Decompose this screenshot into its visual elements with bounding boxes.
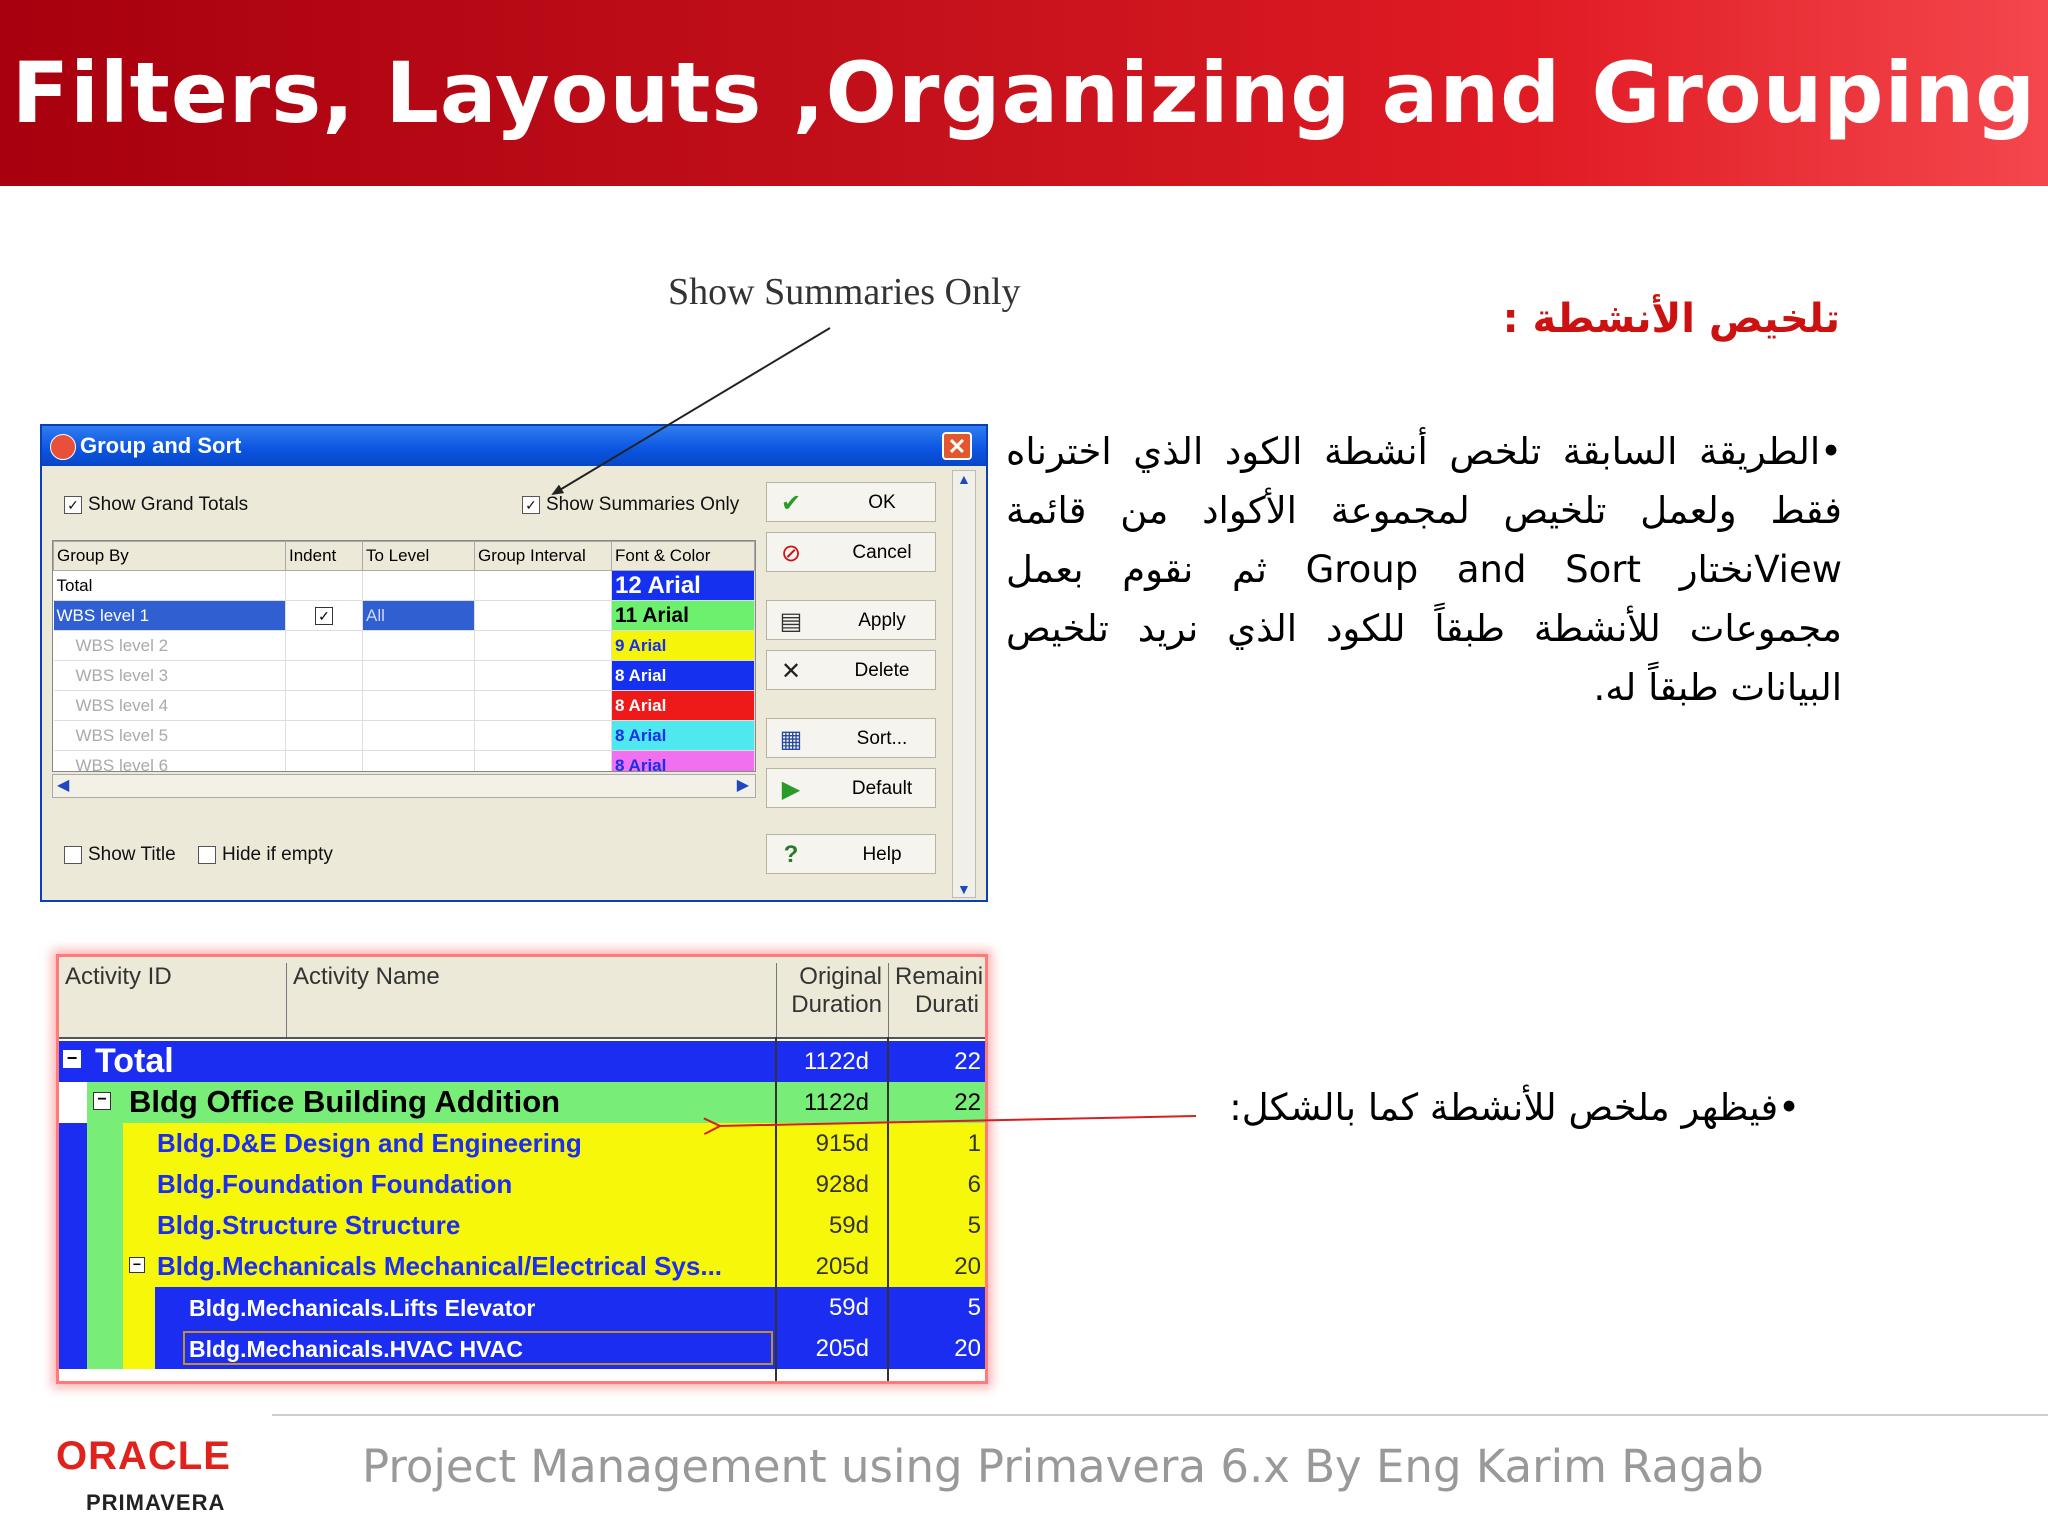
help-label: Help bbox=[862, 844, 902, 865]
scroll-right-icon[interactable]: ▶ bbox=[736, 777, 749, 794]
apply-icon: ▤ bbox=[779, 608, 803, 635]
group-by-cell[interactable]: WBS level 2 bbox=[54, 631, 286, 661]
font-color-cell[interactable]: 8 Arial bbox=[612, 751, 755, 773]
font-color-cell[interactable]: 8 Arial bbox=[612, 661, 755, 691]
group-by-cell[interactable]: WBS level 4 bbox=[54, 691, 286, 721]
slide-title: Filters, Layouts ,Organizing and Grouping bbox=[11, 44, 2037, 142]
original-duration-cell: 59d bbox=[828, 1212, 869, 1239]
scroll-up-icon[interactable]: ▲ bbox=[957, 471, 971, 487]
checkbox-checked-icon: ✓ bbox=[64, 496, 82, 514]
footer-divider bbox=[272, 1414, 2048, 1416]
column-header-indent[interactable]: Indent bbox=[286, 542, 363, 571]
row-name: Bldg.Mechanicals.HVAC HVAC bbox=[189, 1336, 523, 1362]
footer-text: Project Management using Primavera 6.x By Eng Karim Ragab bbox=[362, 1440, 1764, 1493]
show-title-label: Show Title bbox=[88, 844, 176, 865]
remaining-duration-cell: 20 bbox=[954, 1253, 981, 1280]
row-name: Bldg.Structure Structure bbox=[157, 1210, 461, 1240]
checkbox-checked-icon: ✓ bbox=[522, 496, 540, 514]
summary-arrow bbox=[718, 1116, 1196, 1126]
help-icon: ? bbox=[783, 841, 799, 868]
remaining-duration-cell: 22 bbox=[954, 1089, 981, 1116]
delete-label: Delete bbox=[854, 660, 910, 681]
original-duration-cell: 205d bbox=[815, 1253, 869, 1280]
oracle-logo: ORACLE bbox=[56, 1434, 231, 1478]
original-duration-cell: 1122d bbox=[804, 1048, 869, 1075]
remaining-duration-cell: 22 bbox=[954, 1048, 981, 1075]
check-icon: ✔ bbox=[780, 490, 802, 517]
close-icon[interactable]: ✕ bbox=[942, 432, 972, 460]
show-summaries-only-label: Show Summaries Only bbox=[546, 494, 740, 515]
column-header-font-color[interactable]: Font & Color bbox=[612, 542, 755, 571]
default-label: Default bbox=[851, 778, 913, 799]
original-duration-cell: 205d bbox=[815, 1335, 869, 1362]
row-name: Bldg.Foundation Foundation bbox=[157, 1169, 513, 1199]
font-color-cell[interactable]: 8 Arial bbox=[612, 691, 755, 721]
font-color-cell[interactable]: 11 Arial bbox=[612, 601, 755, 631]
column-header-activity-name[interactable]: Activity Name bbox=[287, 963, 777, 1037]
arabic-note: •فيظهر ملخص للأنشطة كما بالشكل: bbox=[1229, 1086, 1800, 1129]
apply-label: Apply bbox=[858, 610, 906, 631]
collapse-icon[interactable]: − bbox=[63, 1050, 81, 1068]
remaining-duration-cell: 5 bbox=[967, 1294, 981, 1321]
column-header-group-interval[interactable]: Group Interval bbox=[475, 542, 612, 571]
original-duration-cell: 928d bbox=[815, 1171, 869, 1198]
remaining-duration-cell: 20 bbox=[954, 1335, 981, 1362]
sort-label: Sort... bbox=[856, 728, 908, 749]
hide-if-empty-label: Hide if empty bbox=[222, 844, 333, 865]
column-header-original-duration[interactable]: Original Duration bbox=[777, 963, 889, 1037]
collapse-icon[interactable]: − bbox=[129, 1257, 145, 1273]
cancel-icon: ⊘ bbox=[780, 540, 802, 567]
font-color-cell[interactable]: 9 Arial bbox=[612, 631, 755, 661]
arabic-paragraph: •الطريقة السابقة تلخص أنشطة الكود الذي اخترناه فقط ولعمل تلخيص لمجموعة الأكواد من قائمة Viewنختار Group and Sort ثم نقوم بعمل مجموعات للأنشطة طبقاً للكود الذي نريد تلخيص البيانات طبقاً له. bbox=[1006, 430, 1842, 709]
group-by-cell[interactable]: WBS level 6 bbox=[54, 751, 286, 773]
group-by-cell[interactable]: WBS level 1 bbox=[54, 601, 286, 631]
annotation-show-summaries: Show Summaries Only bbox=[668, 271, 1021, 313]
remaining-duration-cell: 1 bbox=[967, 1130, 981, 1157]
group-by-cell[interactable]: WBS level 5 bbox=[54, 721, 286, 751]
font-color-cell[interactable]: 12 Arial bbox=[612, 571, 755, 601]
remaining-duration-cell: 6 bbox=[967, 1171, 981, 1198]
font-color-cell[interactable]: 8 Arial bbox=[612, 721, 755, 751]
group-by-cell[interactable]: WBS level 3 bbox=[54, 661, 286, 691]
group-by-cell[interactable]: Total bbox=[54, 571, 286, 601]
column-header-to-level[interactable]: To Level bbox=[363, 542, 475, 571]
remaining-duration-cell: 5 bbox=[967, 1212, 981, 1239]
column-header-activity-id[interactable]: Activity ID bbox=[59, 963, 287, 1037]
original-duration-cell: 59d bbox=[828, 1294, 869, 1321]
collapse-icon[interactable]: − bbox=[93, 1092, 111, 1110]
ok-label: OK bbox=[868, 492, 896, 513]
to-level-cell[interactable]: All bbox=[363, 601, 475, 631]
original-duration-cell: 915d bbox=[815, 1130, 869, 1157]
show-grand-totals-label: Show Grand Totals bbox=[88, 494, 249, 515]
scroll-left-icon[interactable]: ◀ bbox=[57, 777, 70, 794]
scroll-down-icon[interactable]: ▼ bbox=[957, 881, 971, 897]
original-duration-cell: 1122d bbox=[804, 1089, 869, 1116]
primavera-logo: PRIMAVERA bbox=[86, 1490, 226, 1515]
play-icon: ▶ bbox=[781, 776, 801, 803]
checkbox-checked-icon: ✓ bbox=[315, 607, 333, 625]
row-name: Bldg.Mechanicals Mechanical/Electrical Sys... bbox=[157, 1251, 723, 1281]
row-name: Bldg.Mechanicals.Lifts Elevator bbox=[189, 1295, 536, 1321]
dialog-title: Group and Sort bbox=[80, 433, 242, 458]
row-name: Total bbox=[95, 1042, 174, 1080]
row-name: Bldg Office Building Addition bbox=[129, 1084, 561, 1119]
row-name: Bldg.D&E Design and Engineering bbox=[157, 1128, 582, 1158]
cancel-label: Cancel bbox=[852, 542, 912, 563]
column-header-group-by[interactable]: Group By bbox=[54, 542, 286, 571]
column-header-remaining-duration[interactable]: Remaini Durati bbox=[895, 963, 984, 1018]
arabic-heading: تلخيص الأنشطة : bbox=[1502, 296, 1840, 342]
sort-icon: ▦ bbox=[779, 726, 803, 753]
annotation-arrow bbox=[553, 328, 830, 494]
delete-icon: ✕ bbox=[780, 658, 802, 685]
